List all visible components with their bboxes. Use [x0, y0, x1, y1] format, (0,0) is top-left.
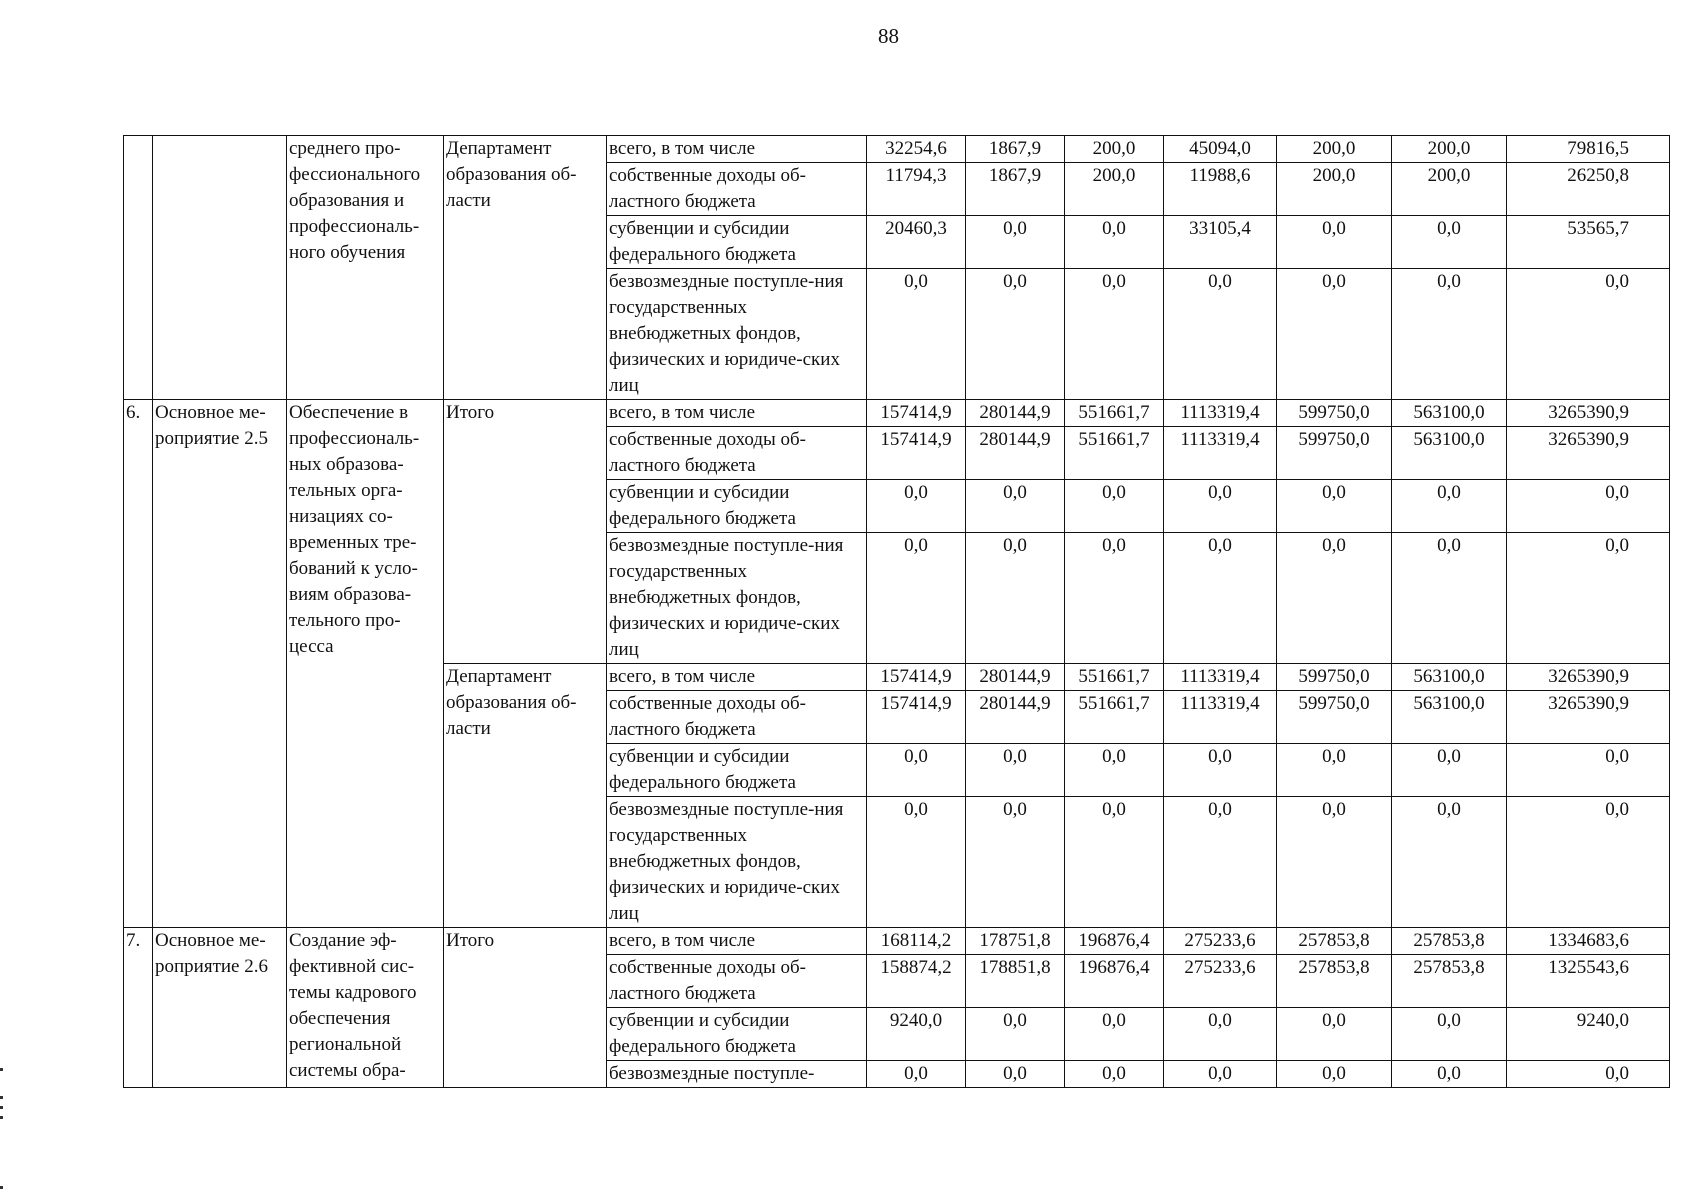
amount-cell: 157414,9 — [867, 691, 966, 744]
funding-source-cell: собственные доходы об-ластного бюджета — [607, 163, 867, 216]
amount-cell: 1867,9 — [966, 163, 1065, 216]
amount-cell: 3265390,9 — [1507, 400, 1670, 427]
event-title-cell: Основное ме-роприятие 2.5 — [153, 400, 287, 928]
funding-source-cell: субвенции и субсидии федерального бюджета — [607, 216, 867, 269]
amount-cell: 26250,8 — [1507, 163, 1670, 216]
amount-cell: 0,0 — [1065, 744, 1164, 797]
margin-mark — [0, 1116, 3, 1119]
amount-cell: 275233,6 — [1164, 928, 1277, 955]
margin-mark — [0, 1096, 3, 1099]
amount-cell: 0,0 — [1065, 269, 1164, 400]
amount-cell: 280144,9 — [966, 664, 1065, 691]
amount-cell: 280144,9 — [966, 400, 1065, 427]
funding-source-cell: субвенции и субсидии федерального бюджета — [607, 480, 867, 533]
amount-cell: 196876,4 — [1065, 928, 1164, 955]
amount-cell: 11794,3 — [867, 163, 966, 216]
funding-source-cell: субвенции и субсидии федерального бюджета — [607, 744, 867, 797]
amount-cell: 53565,7 — [1507, 216, 1670, 269]
funding-source-cell: собственные доходы об-ластного бюджета — [607, 427, 867, 480]
amount-cell: 0,0 — [1277, 480, 1392, 533]
amount-cell: 0,0 — [966, 533, 1065, 664]
amount-cell: 0,0 — [966, 797, 1065, 928]
amount-cell: 0,0 — [1164, 1061, 1277, 1088]
row-number-cell: 7. — [124, 928, 153, 1088]
amount-cell: 599750,0 — [1277, 427, 1392, 480]
amount-cell: 79816,5 — [1507, 136, 1670, 163]
amount-cell: 1113319,4 — [1164, 400, 1277, 427]
amount-cell: 0,0 — [1507, 797, 1670, 928]
amount-cell: 196876,4 — [1065, 955, 1164, 1008]
amount-cell: 0,0 — [1507, 480, 1670, 533]
amount-cell: 0,0 — [1392, 1008, 1507, 1061]
amount-cell: 280144,9 — [966, 691, 1065, 744]
amount-cell: 0,0 — [1277, 744, 1392, 797]
amount-cell: 0,0 — [1164, 1008, 1277, 1061]
amount-cell: 563100,0 — [1392, 427, 1507, 480]
amount-cell: 200,0 — [1065, 136, 1164, 163]
amount-cell: 0,0 — [1164, 480, 1277, 533]
row-number-cell — [124, 136, 153, 400]
event-name-cell: среднего про-фессионального образования и профессиональ-ного обучения — [287, 136, 444, 400]
table-row — [124, 928, 1670, 955]
amount-cell: 200,0 — [1277, 136, 1392, 163]
executor-cell: Департамент образования об-ласти — [444, 664, 607, 928]
amount-cell: 200,0 — [1277, 163, 1392, 216]
amount-cell: 33105,4 — [1164, 216, 1277, 269]
amount-cell: 0,0 — [1507, 533, 1670, 664]
amount-cell: 45094,0 — [1164, 136, 1277, 163]
amount-cell: 0,0 — [1277, 797, 1392, 928]
funding-source-cell: всего, в том числе — [607, 136, 867, 163]
amount-cell: 200,0 — [1065, 163, 1164, 216]
amount-cell: 157414,9 — [867, 400, 966, 427]
margin-mark — [0, 1186, 3, 1189]
amount-cell: 168114,2 — [867, 928, 966, 955]
amount-cell: 0,0 — [867, 533, 966, 664]
amount-cell: 1325543,6 — [1507, 955, 1670, 1008]
amount-cell: 0,0 — [1392, 533, 1507, 664]
amount-cell: 0,0 — [1065, 1008, 1164, 1061]
amount-cell: 1113319,4 — [1164, 427, 1277, 480]
event-name-cell: Обеспечение в профессиональ-ных образова-тельных орга-низациях со-временных тре-бований к усло-виям образова-тельного про-цесса — [287, 400, 444, 928]
amount-cell: 563100,0 — [1392, 691, 1507, 744]
amount-cell: 599750,0 — [1277, 400, 1392, 427]
amount-cell: 0,0 — [1392, 797, 1507, 928]
amount-cell: 0,0 — [1392, 269, 1507, 400]
amount-cell: 0,0 — [1065, 533, 1164, 664]
amount-cell: 178851,8 — [966, 955, 1065, 1008]
amount-cell: 0,0 — [1065, 1061, 1164, 1088]
amount-cell: 0,0 — [1507, 1061, 1670, 1088]
executor-cell: Итого — [444, 928, 607, 1088]
amount-cell: 0,0 — [867, 797, 966, 928]
amount-cell: 9240,0 — [1507, 1008, 1670, 1061]
amount-cell: 0,0 — [1277, 269, 1392, 400]
amount-cell: 1113319,4 — [1164, 664, 1277, 691]
amount-cell: 0,0 — [1507, 269, 1670, 400]
amount-cell: 0,0 — [1164, 533, 1277, 664]
funding-source-cell: всего, в том числе — [607, 664, 867, 691]
amount-cell: 0,0 — [1065, 480, 1164, 533]
amount-cell: 178751,8 — [966, 928, 1065, 955]
amount-cell: 0,0 — [867, 744, 966, 797]
amount-cell: 0,0 — [867, 269, 966, 400]
amount-cell: 0,0 — [1277, 533, 1392, 664]
amount-cell: 0,0 — [1164, 744, 1277, 797]
funding-source-cell: безвозмездные поступле-ния государственных внебюджетных фондов, физических и юридиче-ских лиц — [607, 533, 867, 664]
amount-cell: 257853,8 — [1277, 928, 1392, 955]
amount-cell: 563100,0 — [1392, 400, 1507, 427]
amount-cell: 0,0 — [867, 1061, 966, 1088]
amount-cell: 1334683,6 — [1507, 928, 1670, 955]
amount-cell: 0,0 — [966, 269, 1065, 400]
amount-cell: 0,0 — [966, 1061, 1065, 1088]
amount-cell: 0,0 — [1392, 480, 1507, 533]
funding-source-cell: безвозмездные поступле- — [607, 1061, 867, 1088]
table-row — [124, 400, 1670, 427]
amount-cell: 157414,9 — [867, 664, 966, 691]
event-name-cell: Создание эф-фективной сис-темы кадрового обеспечения региональной системы обра- — [287, 928, 444, 1088]
amount-cell: 1867,9 — [966, 136, 1065, 163]
funding-source-cell: всего, в том числе — [607, 400, 867, 427]
amount-cell: 200,0 — [1392, 136, 1507, 163]
amount-cell: 0,0 — [1392, 216, 1507, 269]
amount-cell: 0,0 — [966, 216, 1065, 269]
amount-cell: 32254,6 — [867, 136, 966, 163]
amount-cell: 1113319,4 — [1164, 691, 1277, 744]
event-title-cell: Основное ме-роприятие 2.6 — [153, 928, 287, 1088]
table-row — [124, 136, 1670, 163]
amount-cell: 0,0 — [1164, 269, 1277, 400]
amount-cell: 599750,0 — [1277, 691, 1392, 744]
amount-cell: 563100,0 — [1392, 664, 1507, 691]
amount-cell: 551661,7 — [1065, 427, 1164, 480]
amount-cell: 3265390,9 — [1507, 664, 1670, 691]
page-number: 88 — [878, 24, 899, 48]
amount-cell: 275233,6 — [1164, 955, 1277, 1008]
amount-cell: 0,0 — [966, 480, 1065, 533]
amount-cell: 158874,2 — [867, 955, 966, 1008]
amount-cell: 9240,0 — [867, 1008, 966, 1061]
amount-cell: 0,0 — [1164, 797, 1277, 928]
event-title-cell — [153, 136, 287, 400]
amount-cell: 157414,9 — [867, 427, 966, 480]
amount-cell: 0,0 — [1507, 744, 1670, 797]
margin-mark — [0, 1106, 3, 1109]
funding-source-cell: безвозмездные поступле-ния государственных внебюджетных фондов, физических и юридиче-ских лиц — [607, 797, 867, 928]
amount-cell: 0,0 — [1277, 1061, 1392, 1088]
amount-cell: 3265390,9 — [1507, 691, 1670, 744]
amount-cell: 20460,3 — [867, 216, 966, 269]
amount-cell: 551661,7 — [1065, 691, 1164, 744]
amount-cell: 11988,6 — [1164, 163, 1277, 216]
amount-cell: 257853,8 — [1392, 955, 1507, 1008]
amount-cell: 0,0 — [1065, 797, 1164, 928]
amount-cell: 200,0 — [1392, 163, 1507, 216]
executor-cell: Итого — [444, 400, 607, 664]
table-body — [124, 136, 1670, 1088]
row-number-cell: 6. — [124, 400, 153, 928]
funding-source-cell: безвозмездные поступле-ния государственных внебюджетных фондов, физических и юридиче-ских лиц — [607, 269, 867, 400]
funding-source-cell: собственные доходы об-ластного бюджета — [607, 691, 867, 744]
amount-cell: 3265390,9 — [1507, 427, 1670, 480]
executor-cell: Департамент образования об-ласти — [444, 136, 607, 400]
budget-table — [123, 135, 1670, 1088]
margin-mark — [0, 1068, 3, 1071]
amount-cell: 599750,0 — [1277, 664, 1392, 691]
amount-cell: 0,0 — [1392, 1061, 1507, 1088]
funding-source-cell: субвенции и субсидии федерального бюджета — [607, 1008, 867, 1061]
amount-cell: 0,0 — [1392, 744, 1507, 797]
amount-cell: 0,0 — [966, 1008, 1065, 1061]
amount-cell: 0,0 — [1065, 216, 1164, 269]
funding-source-cell: собственные доходы об-ластного бюджета — [607, 955, 867, 1008]
amount-cell: 257853,8 — [1277, 955, 1392, 1008]
amount-cell: 0,0 — [1277, 216, 1392, 269]
amount-cell: 0,0 — [1277, 1008, 1392, 1061]
amount-cell: 551661,7 — [1065, 400, 1164, 427]
amount-cell: 0,0 — [966, 744, 1065, 797]
funding-source-cell: всего, в том числе — [607, 928, 867, 955]
amount-cell: 280144,9 — [966, 427, 1065, 480]
amount-cell: 0,0 — [867, 480, 966, 533]
amount-cell: 257853,8 — [1392, 928, 1507, 955]
amount-cell: 551661,7 — [1065, 664, 1164, 691]
